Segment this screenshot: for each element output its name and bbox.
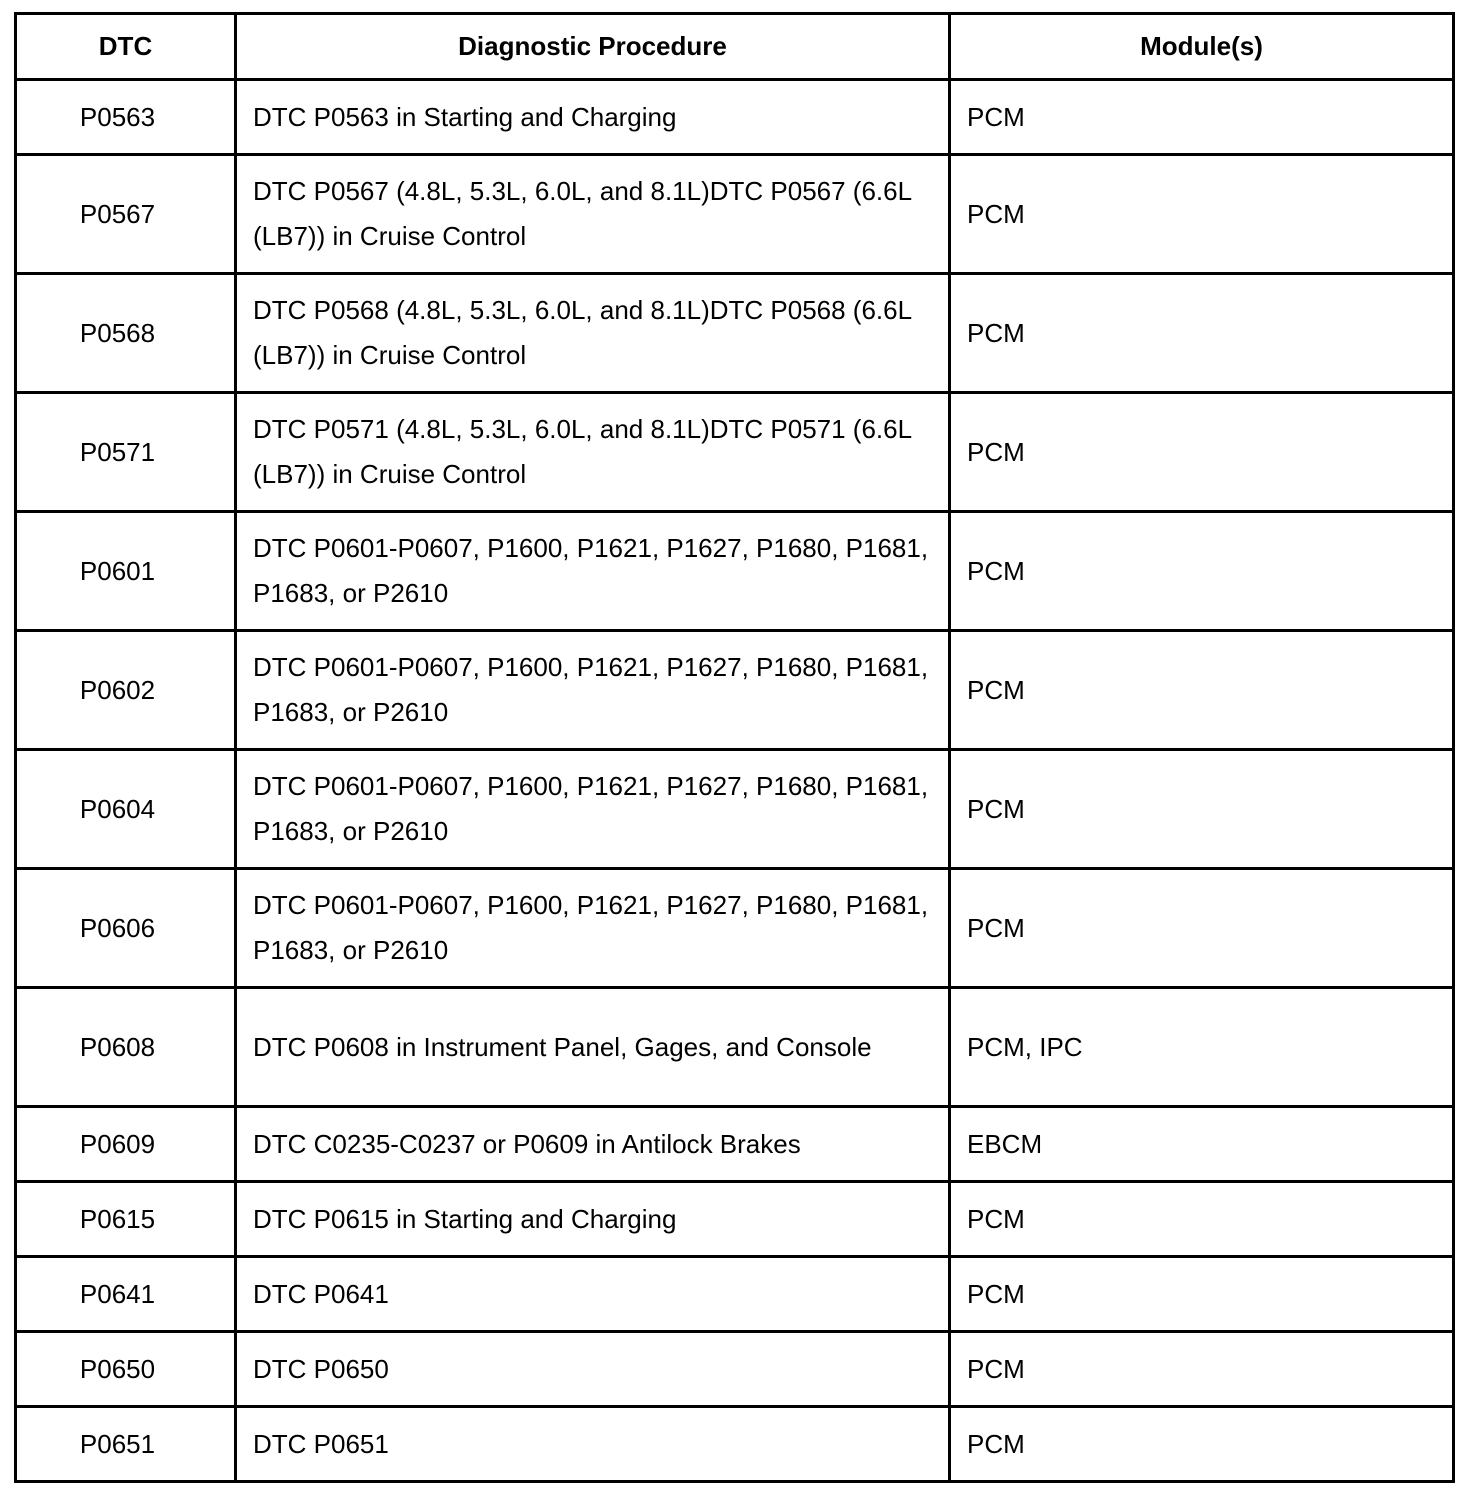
dtc-cell: P0601 xyxy=(16,512,236,631)
procedure-cell: DTC P0641 xyxy=(236,1257,950,1332)
modules-cell: PCM xyxy=(950,512,1454,631)
modules-cell: PCM xyxy=(950,1407,1454,1482)
procedure-cell: DTC P0571 (4.8L, 5.3L, 6.0L, and 8.1L)DTC P0571 (6.6L (LB7)) in Cruise Control xyxy=(236,393,950,512)
dtc-cell: P0602 xyxy=(16,631,236,750)
procedure-cell: DTC P0563 in Starting and Charging xyxy=(236,80,950,155)
procedure-cell: DTC P0567 (4.8L, 5.3L, 6.0L, and 8.1L)DTC P0567 (6.6L (LB7)) in Cruise Control xyxy=(236,155,950,274)
procedure-cell: DTC C0235-C0237 or P0609 in Antilock Brakes xyxy=(236,1107,950,1182)
procedure-cell: DTC P0651 xyxy=(236,1407,950,1482)
modules-cell: PCM xyxy=(950,1182,1454,1257)
dtc-table xyxy=(14,12,1455,1483)
table-row xyxy=(16,1332,1454,1407)
dtc-cell: P0571 xyxy=(16,393,236,512)
dtc-cell: P0615 xyxy=(16,1182,236,1257)
dtc-cell: P0651 xyxy=(16,1407,236,1482)
dtc-cell: P0568 xyxy=(16,274,236,393)
procedure-cell: DTC P0615 in Starting and Charging xyxy=(236,1182,950,1257)
header-modules: Module(s) xyxy=(950,14,1454,80)
modules-cell: PCM xyxy=(950,393,1454,512)
modules-cell: PCM xyxy=(950,1257,1454,1332)
modules-cell: PCM, IPC xyxy=(950,988,1454,1107)
procedure-cell: DTC P0601-P0607, P1600, P1621, P1627, P1680, P1681, P1683, or P2610 xyxy=(236,869,950,988)
modules-cell: PCM xyxy=(950,1332,1454,1407)
table-row xyxy=(16,80,1454,155)
modules-cell: PCM xyxy=(950,80,1454,155)
dtc-cell: P0608 xyxy=(16,988,236,1107)
procedure-cell: DTC P0568 (4.8L, 5.3L, 6.0L, and 8.1L)DTC P0568 (6.6L (LB7)) in Cruise Control xyxy=(236,274,950,393)
table-row xyxy=(16,988,1454,1107)
header-row xyxy=(16,14,1454,80)
procedure-cell: DTC P0601-P0607, P1600, P1621, P1627, P1680, P1681, P1683, or P2610 xyxy=(236,750,950,869)
table-row xyxy=(16,512,1454,631)
modules-cell: PCM xyxy=(950,631,1454,750)
modules-cell: PCM xyxy=(950,274,1454,393)
procedure-cell: DTC P0601-P0607, P1600, P1621, P1627, P1680, P1681, P1683, or P2610 xyxy=(236,512,950,631)
modules-cell: PCM xyxy=(950,155,1454,274)
table-row xyxy=(16,155,1454,274)
dtc-cell: P0563 xyxy=(16,80,236,155)
dtc-cell: P0641 xyxy=(16,1257,236,1332)
dtc-cell: P0650 xyxy=(16,1332,236,1407)
header-diagnostic-procedure: Diagnostic Procedure xyxy=(236,14,950,80)
table-row xyxy=(16,1257,1454,1332)
dtc-cell: P0604 xyxy=(16,750,236,869)
modules-cell: PCM xyxy=(950,750,1454,869)
header-dtc: DTC xyxy=(16,14,236,80)
procedure-cell: DTC P0608 in Instrument Panel, Gages, and Console xyxy=(236,988,950,1107)
table-row xyxy=(16,1107,1454,1182)
table-row xyxy=(16,631,1454,750)
table-row xyxy=(16,869,1454,988)
table-row xyxy=(16,274,1454,393)
modules-cell: EBCM xyxy=(950,1107,1454,1182)
dtc-cell: P0609 xyxy=(16,1107,236,1182)
dtc-cell: P0567 xyxy=(16,155,236,274)
procedure-cell: DTC P0650 xyxy=(236,1332,950,1407)
dtc-cell: P0606 xyxy=(16,869,236,988)
table-row xyxy=(16,393,1454,512)
table-row xyxy=(16,1407,1454,1482)
procedure-cell: DTC P0601-P0607, P1600, P1621, P1627, P1680, P1681, P1683, or P2610 xyxy=(236,631,950,750)
modules-cell: PCM xyxy=(950,869,1454,988)
table-row xyxy=(16,750,1454,869)
table-row xyxy=(16,1182,1454,1257)
